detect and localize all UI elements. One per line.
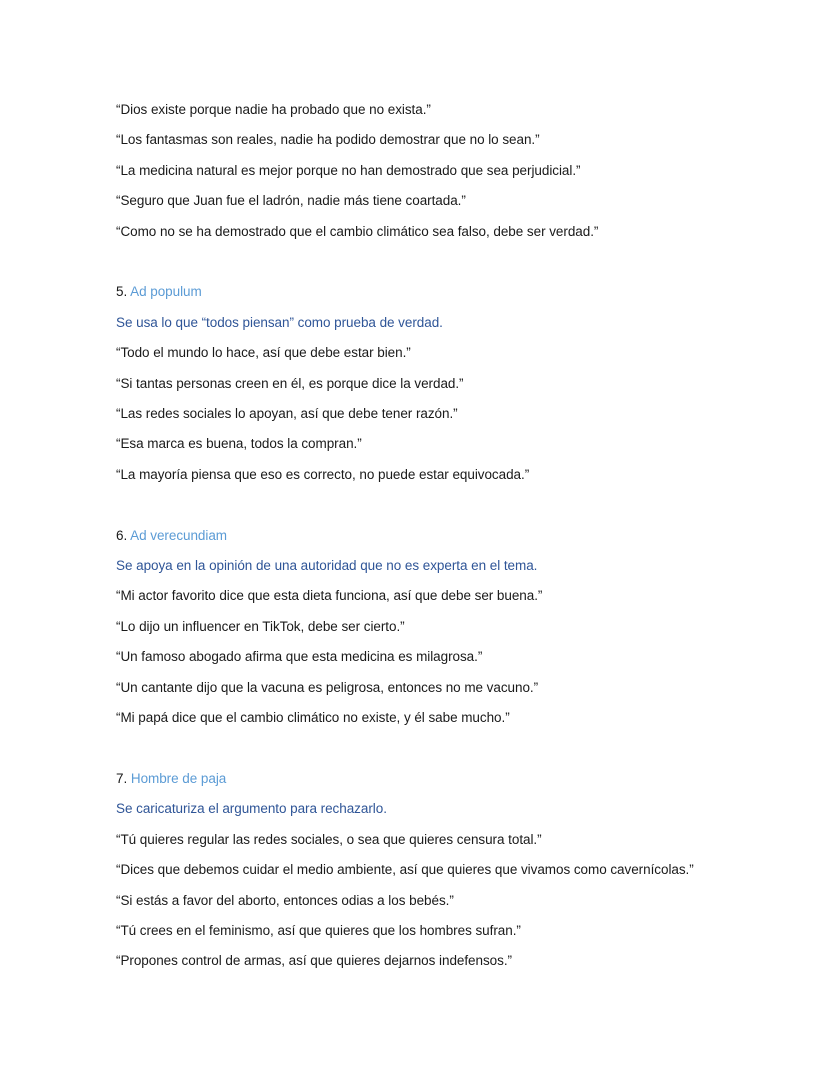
example-line: “Propones control de armas, así que quieres dejarnos indefensos.” [116,953,512,969]
section-heading [116,764,828,794]
example-line: “Un cantante dijo que la vacuna es peligrosa, entonces no me vacuno.” [116,679,539,695]
section-ad-populum [116,277,828,490]
example-line: “Dios existe porque nadie ha probado que no exista.” [116,102,431,117]
section-definition: Se caricaturiza el argumento para rechazarlo. [116,801,387,817]
example-line: “La mayoría piensa que eso es correcto, no puede estar equivocada.” [116,466,530,482]
example-line: “Todo el mundo lo hace, así que debe estar bien.” [116,345,411,361]
example-line: “Si estás a favor del aborto, entonces odias a los bebés.” [116,892,454,908]
section-title: Ad populum [130,284,202,300]
example-line: “Mi papá dice que el cambio climático no existe, y él sabe mucho.” [116,710,510,726]
section-definition: Se usa lo que “todos piensan” como prueba de verdad. [116,314,443,330]
example-line: “Como no se ha demostrado que el cambio climático sea falso, debe ser verdad.” [116,223,599,239]
section-title: Hombre de paja [130,770,227,786]
section-heading [116,521,828,551]
example-line: “Si tantas personas creen en él, es porque dice la verdad.” [116,375,464,391]
section-title: Ad verecundiam [130,527,227,543]
example-line: “Los fantasmas son reales, nadie ha podido demostrar que no lo sean.” [116,132,540,148]
example-line: “Seguro que Juan fue el ladrón, nadie más tiene coartada.” [116,193,466,209]
example-line: “Un famoso abogado afirma que esta medicina es milagrosa.” [116,649,483,665]
section-ad-verecundiam [116,521,828,734]
example-line: “Lo dijo un influencer en TikTok, debe ser cierto.” [116,618,405,634]
example-line: “Dices que debemos cuidar el medio ambiente, así que quieres que vivamos como cavernícolas.” [116,862,694,878]
section-number: 5. [116,284,128,300]
example-line: “Mi actor favorito dice que esta dieta funciona, así que debe ser buena.” [116,588,543,604]
example-line: “Esa marca es buena, todos la compran.” [116,436,362,452]
example-line: “La medicina natural es mejor porque no han demostrado que sea perjudicial.” [116,162,581,178]
intro-examples [116,95,828,247]
section-definition: Se apoya en la opinión de una autoridad que no es experta en el tema. [116,558,538,574]
example-line: “Tú quieres regular las redes sociales, o sea que quieres censura total.” [116,831,542,847]
example-line: “Las redes sociales lo apoyan, así que debe tener razón.” [116,406,458,422]
section-hombre-de-paja [116,764,828,977]
section-number: 6. [116,527,128,543]
example-line: “Tú crees en el feminismo, así que quieres que los hombres sufran.” [116,922,521,938]
section-heading [116,277,828,307]
section-number: 7. [116,770,128,786]
